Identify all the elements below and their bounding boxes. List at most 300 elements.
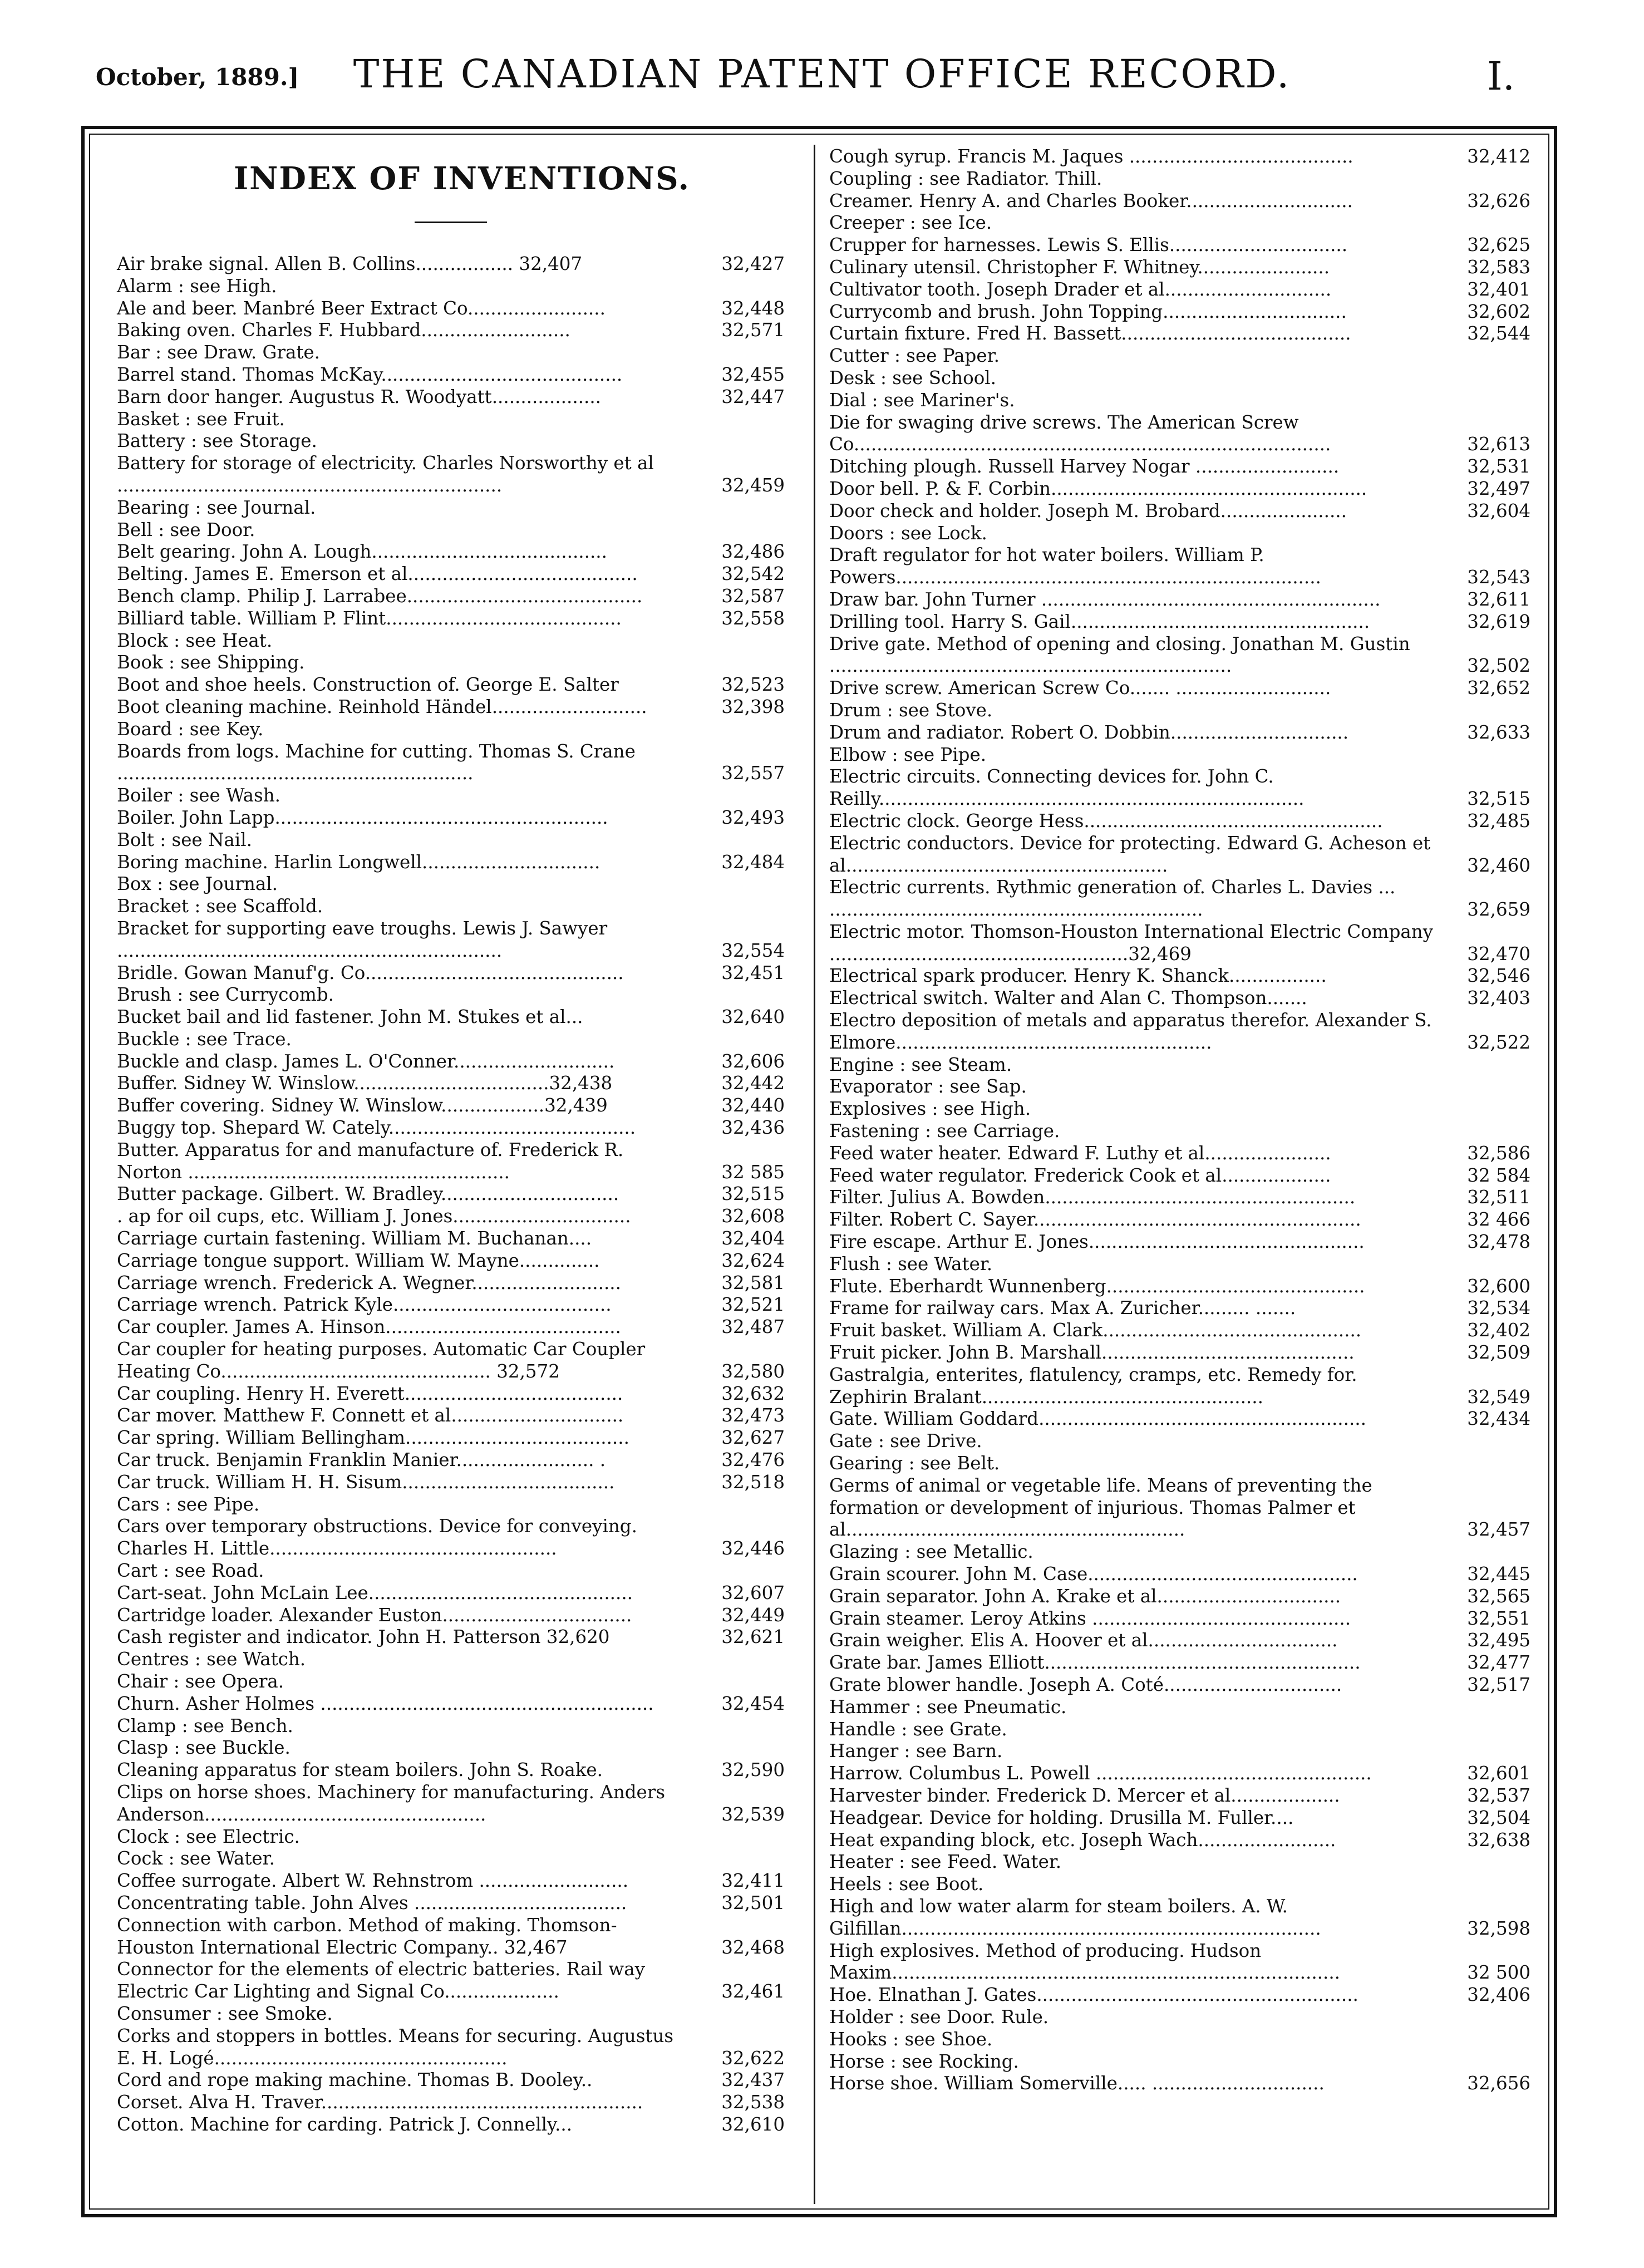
entry-text: Car truck. Benjamin Franklin Manier........................ . xyxy=(117,1449,606,1471)
entry-text: Car coupling. Henry H. Everett...................................... xyxy=(117,1383,623,1404)
index-entry xyxy=(117,1693,785,1715)
entry-text: Electric clock. George Hess.................................................... xyxy=(829,810,1383,832)
patent-number: 32,484 xyxy=(721,851,785,873)
entry-text: Drum and radiator. Robert O. Dobbin............................... xyxy=(829,721,1349,743)
patent-number: 32 500 xyxy=(1467,1962,1530,1984)
patent-number: 32,478 xyxy=(1467,1231,1530,1253)
index-entry xyxy=(829,2029,1530,2051)
patent-number: 32,607 xyxy=(721,1582,785,1603)
index-entry xyxy=(829,1896,1530,1940)
entry-text: Cutter : see Paper. xyxy=(829,345,1000,367)
entry-text: Cars over temporary obstructions. Device for conveying. Charles H. Little.................................................. xyxy=(117,1516,637,1559)
entry-text: Air brake signal. Allen B. Collins................. 32,407 xyxy=(117,253,583,274)
patent-number: 32,398 xyxy=(721,696,785,717)
index-entry xyxy=(117,1626,785,1649)
index-entry xyxy=(117,1892,785,1915)
entry-text: Carriage wrench. Patrick Kyle...................................... xyxy=(117,1294,612,1316)
index-entry xyxy=(117,364,785,386)
entry-text: . ap for oil cups, etc. William J. Jones............................... xyxy=(117,1206,631,1227)
entry-text: Connector for the elements of electric batteries. Rail way Electric Car Lighting and Signal Co.................... xyxy=(117,1959,645,2003)
entry-text: Barrel stand. Thomas McKay.......................................... xyxy=(117,363,623,385)
index-entry xyxy=(829,1475,1530,1541)
index-entry xyxy=(829,700,1530,722)
patent-number: 32,521 xyxy=(721,1294,785,1316)
entry-text: Grain weigher. Elis A. Hoover et al................................. xyxy=(829,1630,1338,1651)
entry-text: Curtain fixture. Fred H. Bassett........................................ xyxy=(829,323,1351,345)
index-entry xyxy=(829,1364,1530,1409)
index-entry xyxy=(829,677,1530,700)
index-entry xyxy=(117,918,785,962)
index-entry xyxy=(829,523,1530,545)
index-entry xyxy=(117,785,785,807)
index-entry xyxy=(117,719,785,741)
index-entry xyxy=(117,1316,785,1339)
patent-number: 32,404 xyxy=(721,1228,785,1249)
patent-number: 32,412 xyxy=(1467,146,1530,167)
index-entry xyxy=(829,212,1530,234)
entry-text: Fruit picker. John B. Marshall............................................ xyxy=(829,1342,1355,1364)
index-entry xyxy=(117,1782,785,1826)
patent-number: 32,454 xyxy=(721,1693,785,1714)
patent-number: 32,523 xyxy=(721,674,785,696)
patent-number: 32,501 xyxy=(721,1892,785,1913)
entry-text: Gate : see Drive. xyxy=(829,1430,982,1452)
entry-text: Holder : see Door. Rule. xyxy=(829,2006,1049,2028)
index-entry xyxy=(117,298,785,320)
patent-number: 32,534 xyxy=(1467,1297,1530,1319)
patent-number: 32,406 xyxy=(1467,1984,1530,2006)
patent-number: 32,543 xyxy=(1467,567,1530,588)
entry-text: Battery for storage of electricity. Charles Norsworthy et al ................................................................... xyxy=(117,452,654,496)
patent-number: 32,434 xyxy=(1467,1408,1530,1430)
entry-text: Butter. Apparatus for and manufacture of. Frederick R. Norton ........................................................ xyxy=(117,1139,624,1183)
patent-number: 32,511 xyxy=(1467,1187,1530,1208)
entry-text: Grain scourer. John M. Case............................................... xyxy=(829,1563,1358,1585)
entry-text: Hooks : see Shoe. xyxy=(829,2028,993,2050)
index-entry xyxy=(117,962,785,985)
entry-text: Frame for railway cars. Max A. Zuricher......... ....... xyxy=(829,1297,1296,1319)
entry-text: Clock : see Electric. xyxy=(117,1826,300,1847)
patent-number: 32,571 xyxy=(721,319,785,341)
index-entry xyxy=(829,921,1530,966)
index-entry xyxy=(117,1959,785,2003)
index-entry xyxy=(829,833,1530,877)
index-entry xyxy=(117,1139,785,1184)
entry-text: Bench clamp. Philip J. Larrabee......................................... xyxy=(117,585,643,607)
entry-text: Draw bar. John Turner ........................................................... xyxy=(829,588,1381,610)
right-entry-list xyxy=(829,146,1530,2095)
entry-text: Barn door hanger. Augustus R. Woodyatt................... xyxy=(117,386,601,407)
entry-text: Chair : see Opera. xyxy=(117,1671,284,1692)
patent-number: 32,613 xyxy=(1467,434,1530,455)
patent-number: 32,401 xyxy=(1467,278,1530,300)
index-entry xyxy=(117,1072,785,1095)
entry-text: Electrical switch. Walter and Alan C. Thompson....... xyxy=(829,987,1307,1009)
patent-number: 32,448 xyxy=(721,297,785,319)
entry-text: Gate. William Goddard......................................................... xyxy=(829,1408,1366,1430)
patent-number: 32,537 xyxy=(1467,1784,1530,1806)
index-entry xyxy=(117,2003,785,2025)
patent-number: 32,581 xyxy=(721,1272,785,1293)
entry-text: Currycomb and brush. John Topping................................ xyxy=(829,301,1347,322)
index-entry xyxy=(829,1430,1530,1453)
index-entry xyxy=(117,696,785,719)
entry-text: Cart : see Road. xyxy=(117,1560,264,1582)
index-entry xyxy=(117,807,785,829)
index-entry xyxy=(117,2069,785,2092)
entry-text: Boot cleaning machine. Reinhold Händel........................... xyxy=(117,696,647,717)
index-entry xyxy=(117,741,785,785)
patent-number: 32,627 xyxy=(721,1427,785,1449)
index-entry xyxy=(117,319,785,342)
index-entry xyxy=(829,965,1530,987)
index-entry xyxy=(829,456,1530,478)
patent-number: 32,402 xyxy=(1467,1320,1530,1341)
index-entry xyxy=(117,873,785,896)
entry-text: Germs of animal or vegetable life. Means of preventing the formation or development of injurious. Thomas Palmer et al........................................................... xyxy=(829,1474,1372,1541)
entry-text: Electric conductors. Device for protecting. Edward G. Acheson et al........................................................ xyxy=(829,832,1431,876)
index-entry xyxy=(117,409,785,431)
patent-number: 32,659 xyxy=(1467,899,1530,921)
patent-number: 32,446 xyxy=(721,1538,785,1559)
patent-number: 32,587 xyxy=(721,585,785,607)
entry-text: Cars : see Pipe. xyxy=(117,1493,260,1515)
entry-text: Board : see Key. xyxy=(117,718,264,740)
column-divider xyxy=(814,145,815,2204)
entry-text: Car coupler. James A. Hinson......................................... xyxy=(117,1316,621,1338)
patent-number: 32 584 xyxy=(1467,1164,1530,1186)
index-entry xyxy=(829,257,1530,279)
patent-number: 32,493 xyxy=(721,806,785,828)
index-entry xyxy=(117,1582,785,1605)
entry-text: Filter. Julius A. Bowden...................................................... xyxy=(829,1187,1356,1208)
index-entry xyxy=(829,1608,1530,1630)
entry-text: Grain steamer. Leroy Atkins ............................................. xyxy=(829,1607,1351,1629)
patent-number: 32,485 xyxy=(1467,810,1530,832)
entry-text: Horse shoe. William Somerville..... .............................. xyxy=(829,2073,1325,2094)
entry-text: Clamp : see Bench. xyxy=(117,1715,293,1736)
index-entry xyxy=(117,630,785,652)
patent-number: 32,608 xyxy=(721,1206,785,1227)
entry-text: Electric currents. Rythmic generation of. Charles L. Davies ... ................................................................. xyxy=(829,877,1396,921)
entry-text: Grain separator. John A. Krake et al................................ xyxy=(829,1585,1341,1607)
entry-text: Boring machine. Harlin Longwell............................... xyxy=(117,851,600,873)
patent-number: 32,447 xyxy=(721,386,785,407)
index-entry xyxy=(117,1383,785,1405)
page-header xyxy=(0,51,1644,112)
patent-number: 32,611 xyxy=(1467,588,1530,610)
index-entry xyxy=(829,1829,1530,1852)
index-entry xyxy=(829,478,1530,500)
index-entry xyxy=(117,497,785,519)
entry-text: Filter. Robert C. Sayer......................................................... xyxy=(829,1209,1361,1231)
entry-text: Hanger : see Barn. xyxy=(829,1740,1003,1762)
index-entry xyxy=(117,2114,785,2136)
entry-text: Buffer. Sidney W. Winslow..................................32,438 xyxy=(117,1072,613,1094)
index-entry xyxy=(829,190,1530,213)
index-entry xyxy=(829,1763,1530,1785)
patent-number: 32,515 xyxy=(1467,788,1530,810)
patent-number: 32,565 xyxy=(1467,1585,1530,1607)
patent-number: 32,477 xyxy=(1467,1652,1530,1674)
entry-text: Electrical spark producer. Henry K. Shanck................. xyxy=(829,965,1327,987)
patent-number: 32,427 xyxy=(721,253,785,274)
patent-number: 32,437 xyxy=(721,2069,785,2091)
entry-text: Battery : see Storage. xyxy=(117,430,317,452)
entry-text: Clasp : see Buckle. xyxy=(117,1737,291,1759)
index-entry xyxy=(117,829,785,852)
patent-number: 32,542 xyxy=(721,563,785,585)
index-entry xyxy=(829,1940,1530,1985)
patent-number: 32,549 xyxy=(1467,1386,1530,1408)
index-entry xyxy=(829,544,1530,589)
patent-number: 32,522 xyxy=(1467,1031,1530,1053)
entry-text: Box : see Journal. xyxy=(117,873,278,895)
index-entry xyxy=(117,430,785,452)
entry-text: Flute. Eberhardt Wunnenberg............................................. xyxy=(829,1275,1365,1297)
index-entry xyxy=(829,1453,1530,1475)
patent-number: 32,551 xyxy=(1467,1607,1530,1629)
patent-number: 32,468 xyxy=(721,1936,785,1958)
patent-number: 32,497 xyxy=(1467,478,1530,499)
entry-text: Car spring. William Bellingham....................................... xyxy=(117,1427,629,1449)
index-entry xyxy=(117,1405,785,1427)
patent-number: 32,600 xyxy=(1467,1275,1530,1297)
entry-text: Centres : see Watch. xyxy=(117,1649,306,1670)
patent-number: 32,459 xyxy=(721,474,785,496)
index-entry xyxy=(829,301,1530,323)
entry-text: Bar : see Draw. Grate. xyxy=(117,342,320,363)
index-entry xyxy=(117,608,785,630)
index-entry xyxy=(117,1560,785,1582)
index-entry xyxy=(829,500,1530,523)
index-entry xyxy=(117,1870,785,1892)
entry-text: Cartridge loader. Alexander Euston................................. xyxy=(117,1604,632,1626)
entry-text: Feed water regulator. Frederick Cook et al................... xyxy=(829,1164,1331,1186)
index-entry xyxy=(117,1494,785,1516)
index-entry xyxy=(829,1408,1530,1430)
index-entry xyxy=(117,1848,785,1870)
patent-number: 32,619 xyxy=(1467,611,1530,632)
index-entry xyxy=(829,2051,1530,2073)
entry-text: Carriage tongue support. William W. Mayne.............. xyxy=(117,1249,600,1271)
patent-number: 32,470 xyxy=(1467,943,1530,965)
patent-number: 32,442 xyxy=(721,1072,785,1094)
entry-text: Buggy top. Shepard W. Cately........................................... xyxy=(117,1117,636,1139)
entry-text: Ditching plough. Russell Harvey Nogar ......................... xyxy=(829,456,1340,478)
patent-number: 32,440 xyxy=(721,1095,785,1116)
entry-text: Buffer covering. Sidney W. Winslow..................32,439 xyxy=(117,1095,608,1116)
entry-text: Heels : see Boot. xyxy=(829,1873,984,1895)
entry-text: Creamer. Henry A. and Charles Booker............................. xyxy=(829,190,1353,211)
index-entry xyxy=(829,1076,1530,1098)
patent-number: 32,539 xyxy=(721,1803,785,1825)
patent-number: 32,486 xyxy=(721,541,785,563)
index-entry xyxy=(829,744,1530,766)
index-entry xyxy=(117,2025,785,2070)
title-rule xyxy=(415,222,487,223)
entry-text: Carriage curtain fastening. William M. Buchanan.... xyxy=(117,1228,592,1249)
entry-text: Cleaning apparatus for steam boilers. John S. Roake. xyxy=(117,1759,603,1781)
index-entry xyxy=(829,1320,1530,1342)
index-entry xyxy=(829,1696,1530,1719)
index-entry xyxy=(117,1759,785,1782)
patent-number: 32,538 xyxy=(721,2092,785,2113)
patent-number: 32,449 xyxy=(721,1604,785,1626)
entry-text: Drilling tool. Harry S. Gail.................................................... xyxy=(829,611,1370,632)
index-entry xyxy=(829,1541,1530,1563)
index-entry xyxy=(117,1117,785,1139)
entry-text: Bracket : see Scaffold. xyxy=(117,896,323,917)
index-entry xyxy=(117,1183,785,1206)
entry-text: Consumer : see Smoke. xyxy=(117,2003,333,2024)
patent-number: 32,558 xyxy=(721,607,785,629)
entry-text: Gastralgia, enterites, flatulency, cramps, etc. Remedy for. Zephirin Bralant................................................. xyxy=(829,1364,1357,1408)
index-entry xyxy=(829,345,1530,367)
entry-text: Electric circuits. Connecting devices for. John C. Reilly.......................................................................... xyxy=(829,766,1305,810)
patent-number: 32,610 xyxy=(721,2113,785,2135)
index-entry xyxy=(829,589,1530,611)
entry-text: Harrow. Columbus L. Powell ................................................ xyxy=(829,1763,1372,1784)
entry-text: Hammer : see Pneumatic. xyxy=(829,1696,1067,1718)
index-entry xyxy=(117,1449,785,1472)
entry-text: Alarm : see High. xyxy=(117,275,277,297)
entry-text: Bell : see Door. xyxy=(117,519,255,540)
entry-text: Fastening : see Carriage. xyxy=(829,1120,1060,1142)
entry-text: Corset. Alva H. Traver........................................................ xyxy=(117,2092,643,2113)
entry-text: Fire escape. Arthur E. Jones................................................ xyxy=(829,1231,1365,1253)
index-entry xyxy=(829,1630,1530,1652)
index-entry xyxy=(117,1051,785,1073)
entry-text: Bracket for supporting eave troughs. Lewis J. Sawyer ................................................................... xyxy=(117,917,608,961)
entry-text: Baking oven. Charles F. Hubbard.......................... xyxy=(117,319,570,341)
index-entry xyxy=(117,1294,785,1316)
entry-text: Boiler. John Lapp.......................................................... xyxy=(117,806,608,828)
index-entry xyxy=(117,275,785,298)
index-entry xyxy=(829,877,1530,921)
entry-text: Fruit basket. William A. Clark............................................. xyxy=(829,1320,1362,1341)
index-entry xyxy=(829,1209,1530,1231)
index-entry xyxy=(829,1652,1530,1674)
entry-text: High and low water alarm for steam boilers. A. W. Gilfillan......................................................................... xyxy=(829,1895,1321,1939)
index-entry xyxy=(829,1187,1530,1209)
entry-text: Billiard table. William P. Flint......................................... xyxy=(117,607,622,629)
entry-text: Electro deposition of metals and apparatus therefor. Alexander S. Elmore....................................................... xyxy=(829,1010,1432,1053)
patent-number: 32,461 xyxy=(721,1981,785,2003)
entry-text: Ale and beer. Manbré Beer Extract Co........................ xyxy=(117,297,606,319)
entry-text: Drive gate. Method of opening and closing. Jonathan M. Gustin ...................................................................... xyxy=(829,633,1410,677)
patent-number: 32,487 xyxy=(721,1316,785,1338)
entry-text: Headgear. Device for holding. Drusilla M. Fuller.... xyxy=(829,1807,1294,1828)
entry-text: Grate blower handle. Joseph A. Coté............................... xyxy=(829,1674,1342,1695)
patent-number: 32,580 xyxy=(721,1360,785,1382)
index-entry xyxy=(829,1276,1530,1298)
patent-number: 32,436 xyxy=(721,1117,785,1139)
entry-text: Die for swaging drive screws. The American Screw Co................................................................................... xyxy=(829,411,1331,455)
index-entry xyxy=(829,2006,1530,2029)
entry-text: Bucket bail and lid fastener. John M. Stukes et al... xyxy=(117,1006,583,1028)
entry-text: Doors : see Lock. xyxy=(829,522,987,544)
index-entry xyxy=(829,1010,1530,1054)
entry-text: Concentrating table. John Alves ..................................... xyxy=(117,1892,627,1913)
entry-text: Connection with carbon. Method of making. Thomson-Houston International Electric Company.. 32,467 xyxy=(117,1914,617,1958)
index-entry xyxy=(829,633,1530,678)
index-entry xyxy=(117,1339,785,1383)
entry-text: Car coupler for heating purposes. Automatic Car Coupler Heating Co............................................... 32,572 xyxy=(117,1339,646,1382)
entry-text: Churn. Asher Holmes .......................................................... xyxy=(117,1693,654,1714)
entry-text: Boards from logs. Machine for cutting. Thomas S. Crane .............................................................. xyxy=(117,740,636,784)
index-entry xyxy=(829,810,1530,833)
index-entry xyxy=(117,563,785,586)
entry-text: Bridle. Gowan Manuf'g. Co............................................. xyxy=(117,962,624,983)
index-entry xyxy=(829,1120,1530,1143)
entry-text: Buckle : see Trace. xyxy=(117,1028,292,1050)
index-entry xyxy=(829,1165,1530,1187)
patent-number: 32,546 xyxy=(1467,965,1530,987)
patent-number: 32,586 xyxy=(1467,1142,1530,1164)
entry-text: Carriage wrench. Frederick A. Wegner.......................... xyxy=(117,1272,621,1293)
patent-number: 32,495 xyxy=(1467,1630,1530,1651)
index-entry xyxy=(829,367,1530,390)
entry-text: Creeper : see Ice. xyxy=(829,212,992,234)
entry-text: Drive screw. American Screw Co....... ........................... xyxy=(829,677,1331,699)
patent-number: 32,517 xyxy=(1467,1674,1530,1695)
right-column xyxy=(829,146,1530,2095)
entry-text: Boiler : see Wash. xyxy=(117,785,280,806)
patent-number: 32,504 xyxy=(1467,1807,1530,1828)
issue-date: October, 1889.] xyxy=(96,63,299,91)
entry-text: Door check and holder. Joseph M. Brobard...................... xyxy=(829,500,1347,522)
patent-number: 32,624 xyxy=(721,1249,785,1271)
left-column xyxy=(117,146,785,2136)
index-entry xyxy=(829,234,1530,257)
index-entry xyxy=(829,323,1530,345)
entry-text: Gearing : see Belt. xyxy=(829,1453,1000,1474)
index-entry xyxy=(117,1715,785,1738)
index-entry xyxy=(829,1231,1530,1253)
entry-text: Cart-seat. John McLain Lee.............................................. xyxy=(117,1582,633,1603)
entry-text: Cough syrup. Francis M. Jaques ....................................... xyxy=(829,146,1353,167)
patent-number: 32,531 xyxy=(1467,456,1530,478)
index-entry xyxy=(829,412,1530,456)
entry-text: Block : see Heat. xyxy=(117,629,273,651)
index-entry xyxy=(117,541,785,563)
index-entry xyxy=(829,1674,1530,1696)
entry-text: Boot and shoe heels. Construction of. George E. Salter xyxy=(117,674,619,696)
patent-number: 32,403 xyxy=(1467,987,1530,1009)
patent-number: 32,621 xyxy=(721,1626,785,1648)
index-entry xyxy=(829,1098,1530,1120)
index-entry xyxy=(117,253,785,275)
entry-text: Elbow : see Pipe. xyxy=(829,744,987,765)
index-entry xyxy=(117,1472,785,1494)
index-entry xyxy=(829,722,1530,744)
patent-number: 32,633 xyxy=(1467,721,1530,743)
index-entry xyxy=(829,1984,1530,2006)
index-entry xyxy=(117,1206,785,1228)
entry-text: Book : see Shipping. xyxy=(117,652,305,673)
entry-text: Buckle and clasp. James L. O'Conner............................ xyxy=(117,1050,615,1072)
entry-text: Culinary utensil. Christopher F. Whitney....................... xyxy=(829,256,1330,278)
index-entry xyxy=(117,652,785,674)
index-entry xyxy=(829,1297,1530,1320)
index-entry xyxy=(117,1228,785,1250)
index-entry xyxy=(117,1427,785,1449)
patent-number: 32,598 xyxy=(1467,1917,1530,1939)
index-entry xyxy=(117,1272,785,1295)
index-entry xyxy=(829,766,1530,810)
entry-text: Hoe. Elnathan J. Gates........................................................ xyxy=(829,1984,1358,2006)
